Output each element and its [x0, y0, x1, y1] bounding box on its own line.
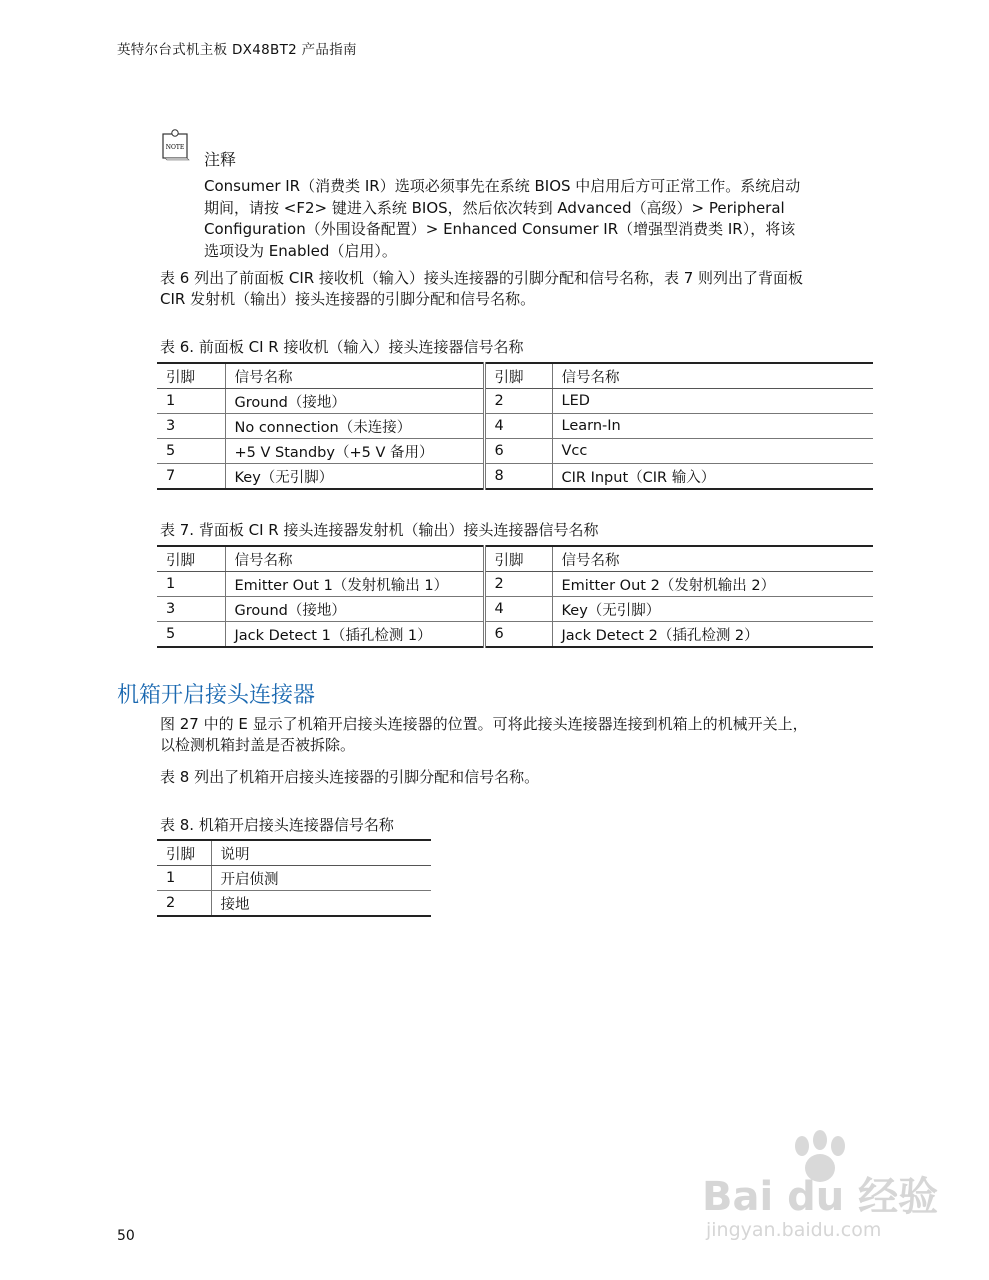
- baidu-watermark: [700, 1128, 940, 1248]
- page-number: 50: [117, 1228, 135, 1244]
- running-header: 英特尔台式机主板 DX48BT2 产品指南: [117, 42, 357, 58]
- section-line: 以检测机箱封盖是否被拆除。: [160, 736, 356, 754]
- table-row: [157, 414, 873, 439]
- table-header-row: [157, 363, 873, 389]
- watermark-url: jingyan.baidu.com: [706, 1219, 882, 1241]
- table-row: [157, 389, 873, 414]
- signal-cell: Jack Detect 1（插孔检测 1）: [225, 622, 484, 648]
- note-line: Consumer IR（消费类 IR）选项必须事先在系统 BIOS 中启用后方可正常工作。系统启动: [204, 177, 801, 195]
- intro-line: 表 6 列出了前面板 CIR 接收机（输入）接头连接器的引脚分配和信号名称，表 7 则列出了背面板: [160, 269, 804, 287]
- signal-cell: Vcc: [552, 439, 873, 464]
- signal-cell: Emitter Out 1（发射机输出 1）: [225, 572, 484, 597]
- header-signal: 信号名称: [552, 363, 873, 389]
- header-pin: 引脚: [157, 840, 211, 866]
- table-row: [157, 572, 873, 597]
- pin-cell: 3: [157, 597, 225, 622]
- table8: [157, 839, 431, 917]
- intro-line: CIR 发射机（输出）接头连接器的引脚分配和信号名称。: [160, 290, 536, 308]
- watermark-brand: Bai du 经验: [702, 1174, 939, 1220]
- header-signal: 信号名称: [225, 546, 484, 572]
- pin-cell: 1: [157, 389, 225, 414]
- note-line: Configuration（外围设备配置）> Enhanced Consumer IR（增强型消费类 IR），将该: [204, 220, 796, 238]
- signal-cell: Learn-In: [552, 414, 873, 439]
- intro-paragraph: [160, 268, 870, 310]
- header-pin: 引脚: [484, 363, 552, 389]
- signal-cell: Key（无引脚）: [552, 597, 873, 622]
- table-row: [157, 464, 873, 490]
- table6: [157, 362, 873, 490]
- pin-cell: 2: [157, 891, 211, 917]
- signal-cell: Ground（接地）: [225, 389, 484, 414]
- signal-cell: No connection（未连接）: [225, 414, 484, 439]
- header-pin: 引脚: [157, 546, 225, 572]
- description-cell: 接地: [211, 891, 431, 917]
- pin-cell: 5: [157, 622, 225, 648]
- pin-cell: 4: [484, 414, 552, 439]
- note-body: [204, 176, 874, 262]
- table-row: [157, 866, 431, 891]
- table-header-row: [157, 546, 873, 572]
- table7-caption: 表 7. 背面板 CI R 接头连接器发射机（输出）接头连接器信号名称: [160, 521, 599, 539]
- pin-cell: 2: [484, 389, 552, 414]
- pin-cell: 7: [157, 464, 225, 490]
- note-line: 选项设为 Enabled（启用）。: [204, 241, 397, 260]
- table8-caption: 表 8. 机箱开启接头连接器信号名称: [160, 816, 394, 834]
- pin-cell: 2: [484, 572, 552, 597]
- note-title: 注释: [204, 150, 237, 169]
- table-row: [157, 891, 431, 917]
- section-paragraph: [160, 714, 870, 756]
- table7: [157, 545, 873, 648]
- pin-cell: 6: [484, 439, 552, 464]
- signal-cell: Emitter Out 2（发射机输出 2）: [552, 572, 873, 597]
- table6-caption: 表 6. 前面板 CI R 接收机（输入）接头连接器信号名称: [160, 338, 524, 356]
- section-line: 图 27 中的 E 显示了机箱开启接头连接器的位置。可将此接头连接器连接到机箱上的机械开关上，: [160, 715, 808, 733]
- section-paragraph-2: 表 8 列出了机箱开启接头连接器的引脚分配和信号名称。: [160, 768, 540, 786]
- svg-text:NOTE: NOTE: [165, 144, 185, 151]
- table-row: [157, 439, 873, 464]
- signal-cell: Key（无引脚）: [225, 464, 484, 490]
- table-header-row: [157, 840, 431, 866]
- section-heading: 机箱开启接头连接器: [117, 683, 316, 708]
- header-pin: 引脚: [484, 546, 552, 572]
- header-signal: 信号名称: [552, 546, 873, 572]
- signal-cell: CIR Input（CIR 输入）: [552, 464, 873, 490]
- signal-cell: Ground（接地）: [225, 597, 484, 622]
- header-pin: 引脚: [157, 363, 225, 389]
- description-cell: 开启侦测: [211, 866, 431, 891]
- signal-cell: +5 V Standby（+5 V 备用）: [225, 439, 484, 464]
- pin-cell: 6: [484, 622, 552, 648]
- pin-cell: 8: [484, 464, 552, 490]
- note-icon: [160, 128, 192, 162]
- table-row: [157, 622, 873, 648]
- note-line: 期间，请按 <F2> 键进入系统 BIOS，然后依次转到 Advanced（高级）> Peripheral: [204, 198, 785, 217]
- pin-cell: 3: [157, 414, 225, 439]
- header-description: 说明: [211, 840, 431, 866]
- pin-cell: 1: [157, 572, 225, 597]
- pin-cell: 5: [157, 439, 225, 464]
- signal-cell: Jack Detect 2（插孔检测 2）: [552, 622, 873, 648]
- table-row: [157, 597, 873, 622]
- pin-cell: 4: [484, 597, 552, 622]
- signal-cell: LED: [552, 389, 873, 414]
- header-signal: 信号名称: [225, 363, 484, 389]
- pin-cell: 1: [157, 866, 211, 891]
